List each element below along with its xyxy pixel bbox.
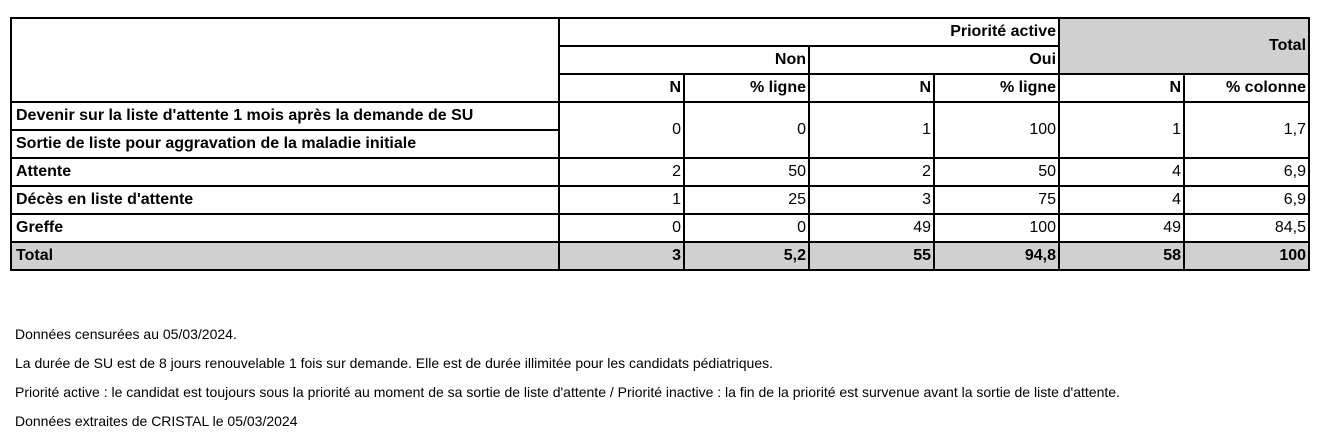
cell-n-total: 1 [1059, 102, 1184, 158]
cell-n-non: 0 [559, 214, 684, 242]
cell-pct-non: 25 [684, 186, 809, 214]
results-table [10, 17, 1310, 271]
table-row [11, 214, 1309, 242]
cell-n-non: 1 [559, 186, 684, 214]
cell-pct-oui: 100 [934, 214, 1059, 242]
col-header-n-non: N [559, 74, 684, 102]
cell-n-total: 4 [1059, 158, 1184, 186]
row-label-devenir: Devenir sur la liste d'attente 1 mois après la demande de SU [11, 102, 559, 130]
cell-pct-colonne: 84,5 [1184, 214, 1309, 242]
total-row [11, 242, 1309, 270]
col-header-pct-colonne: % colonne [1184, 74, 1309, 102]
cell-pct-colonne: 1,7 [1184, 102, 1309, 158]
total-n-oui: 55 [809, 242, 934, 270]
cell-pct-colonne: 6,9 [1184, 186, 1309, 214]
cell-n-oui: 1 [809, 102, 934, 158]
cell-pct-non: 0 [684, 214, 809, 242]
note-source: Données extraites de CRISTAL le 05/03/2024 [15, 413, 298, 429]
cell-pct-colonne: 6,9 [1184, 158, 1309, 186]
row-label: Attente [11, 158, 559, 186]
note-duree-su: La durée de SU est de 8 jours renouvelable 1 fois sur demande. Elle est de durée illimitée pour les candidats pédiatriques. [15, 355, 774, 371]
col-header-n-oui: N [809, 74, 934, 102]
cell-n-oui: 2 [809, 158, 934, 186]
total-pct-oui: 94,8 [934, 242, 1059, 270]
footnotes [15, 320, 1120, 436]
cell-n-non: 0 [559, 102, 684, 158]
cell-pct-non: 0 [684, 102, 809, 158]
total-n-non: 3 [559, 242, 684, 270]
cell-n-oui: 3 [809, 186, 934, 214]
header-priorite-active: Priorité active [559, 18, 1059, 46]
cell-n-non: 2 [559, 158, 684, 186]
cell-pct-oui: 75 [934, 186, 1059, 214]
total-n-total: 58 [1059, 242, 1184, 270]
cell-pct-oui: 50 [934, 158, 1059, 186]
col-header-pct-ligne-non: % ligne [684, 74, 809, 102]
row-label-sortie-aggravation: Sortie de liste pour aggravation de la maladie initiale [11, 130, 559, 158]
col-header-pct-ligne-oui: % ligne [934, 74, 1059, 102]
row-label: Greffe [11, 214, 559, 242]
cell-n-total: 49 [1059, 214, 1184, 242]
total-pct-colonne: 100 [1184, 242, 1309, 270]
cell-pct-oui: 100 [934, 102, 1059, 158]
header-non: Non [559, 46, 809, 74]
total-label: Total [11, 242, 559, 270]
note-priorite: Priorité active : le candidat est toujours sous la priorité au moment de sa sortie de liste d'attente / Priorité inactive : la fin de la priorité est survenue avant la sortie de liste d'attente. [15, 384, 1120, 400]
cell-n-oui: 49 [809, 214, 934, 242]
header-oui: Oui [809, 46, 1059, 74]
header-corner [11, 18, 559, 102]
table-row [11, 158, 1309, 186]
col-header-n-total: N [1059, 74, 1184, 102]
cell-n-total: 4 [1059, 186, 1184, 214]
row-label: Décès en liste d'attente [11, 186, 559, 214]
total-pct-non: 5,2 [684, 242, 809, 270]
table-row [11, 102, 1309, 130]
cell-pct-non: 50 [684, 158, 809, 186]
table-row [11, 186, 1309, 214]
note-censure: Données censurées au 05/03/2024. [15, 326, 237, 342]
header-total: Total [1059, 18, 1309, 74]
